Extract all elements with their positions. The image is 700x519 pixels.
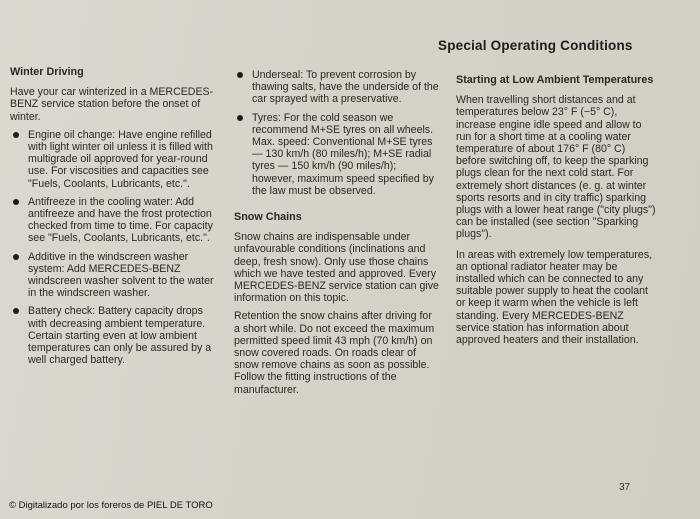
cold-start-paragraph-1: When travelling short distances and at temperatures below 23° F (−5° C), increase engine idle speed and allow to run for a short time at a cooling water temperature of about 176° F (80° C) before switching off, to keep the sparking plugs clean for the next cold start. For extremely short distances (e. g. at winter sports resorts and in city traffic) sparking plugs with a lower heat range ("city plugs") can be installed (see section "Sparking plugs"). — [456, 94, 656, 241]
bullet-battery-check: Battery check: Battery capacity drops with decreasing ambient temperature. Certain starting even at low ambient temperatures can only be assured by a well charged battery. — [10, 305, 215, 366]
snow-chains-paragraph-2: Retention the snow chains after driving for a short while. Do not exceed the maximum permitted speed limit 43 mph (70 km/h) on snow covered roads. On roads clear of snow remove chains as soon as possible. Follow the fitting instructions of the manufacturer. — [234, 310, 435, 396]
column-cold-start — [456, 74, 656, 352]
digitization-credit: © Digitalizado por los foreros de PIEL DE TORO — [9, 500, 213, 511]
snow-chains-heading: Snow Chains — [234, 211, 302, 224]
bullet-tyres: Tyres: For the cold season we recommend M+SE tyres on all wheels. — [234, 112, 439, 136]
cold-start-heading: Starting at Low Ambient Temperatures — [456, 74, 654, 86]
column-winter-driving — [10, 66, 215, 372]
winter-driving-heading: Winter Driving — [10, 66, 84, 78]
section-title: Special Operating Conditions — [438, 38, 633, 53]
winter-intro: Have your car winterized in a MERCEDES-BENZ service station before the onset of winter. — [10, 86, 214, 123]
column-tyres-snow-chains — [234, 69, 439, 402]
snow-chains-paragraph-1: Snow chains are indispensable under unfavourable conditions (inclinations and deep, fresh snow). Only use those chains which we have tested and approved. Every MERCEDES-BENZ service station can give information on this topic. — [234, 231, 439, 305]
bullet-engine-oil: Engine oil change: Have engine refilled with light winter oil unless it is filled with multigrade oil approved for year-round use. For viscosities and capacities see "Fuels, Coolants, Lubricants, etc.". — [10, 129, 215, 190]
bullet-underseal: Underseal: To prevent corrosion by thawing salts, have the underside of the car sprayed with a preservative. — [234, 69, 439, 106]
cold-start-paragraph-2: In areas with extremely low temperatures, an optional radiator heater may be installed which can be connected to any suitable power supply to heat the coolant or keep it warm when the vehicle is left standing. Every MERCEDES-BENZ service station has information about approved heaters and their installation. — [456, 248, 653, 347]
bullet-washer-additive: Additive in the windscreen washer system: Add MERCEDES-BENZ windscreen washer solvent to the water in the windscreen washer. — [10, 251, 215, 300]
page-number: 37 — [619, 482, 631, 493]
bullet-antifreeze: Antifreeze in the cooling water: Add antifreeze and have the frost protection checked from time to time. For capacity see "Fuels, Coolants, Lubricants, etc.". — [10, 196, 215, 245]
tyre-speed-note: Max. speed: Conventional M+SE tyres — 130 km/h (80 miles/h); M+SE radial tyres — 150 km/h (90 miles/h); however, maximum speed specified by the law must be observed. — [252, 136, 434, 197]
